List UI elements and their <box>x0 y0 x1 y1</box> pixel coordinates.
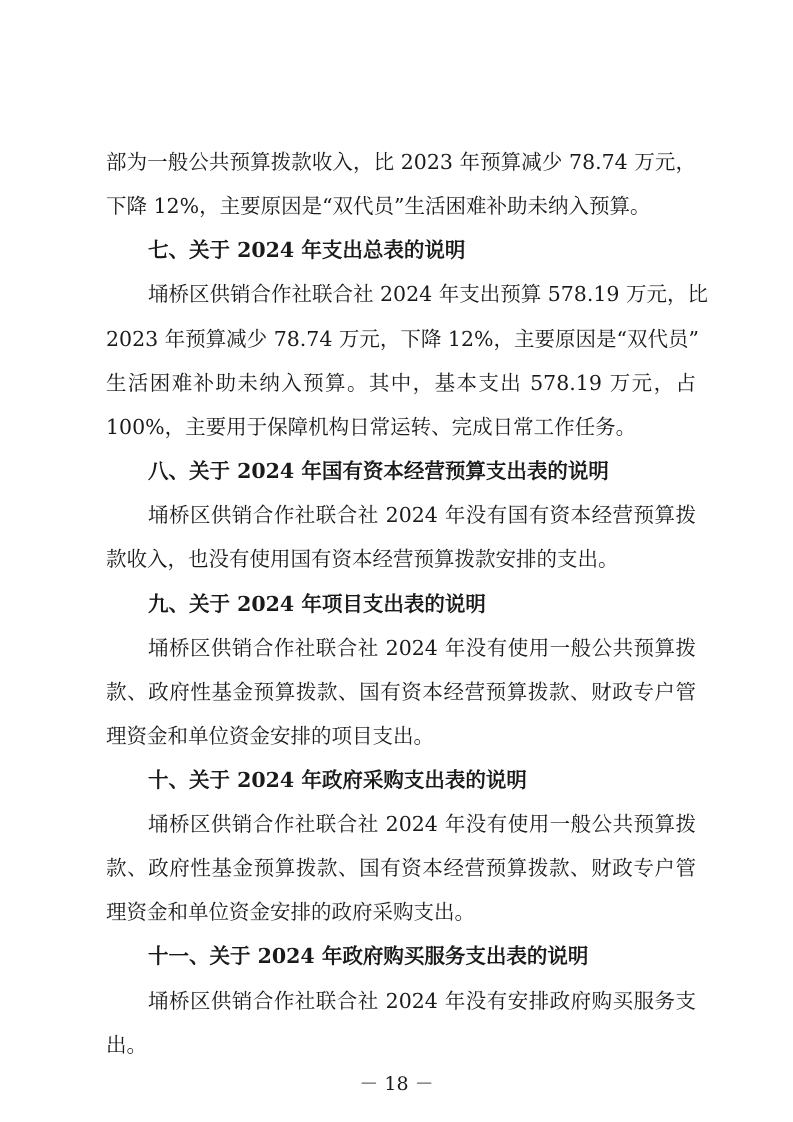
paragraph-line: 埇桥区供销合作社联合社 2024 年没有安排政府购买服务支 <box>148 989 696 1013</box>
paragraph-line: 埇桥区供销合作社联合社 2024 年支出预算 578.19 万元，比 <box>148 282 708 306</box>
paragraph-line: 埇桥区供销合作社联合社 2024 年没有使用一般公共预算拨 <box>148 812 696 836</box>
section-heading-10: 十、关于 2024 年政府采购支出表的说明 <box>148 768 527 792</box>
paragraph-line: 埇桥区供销合作社联合社 2024 年没有国有资本经营预算拨 <box>148 503 696 527</box>
paragraph-line: 款、政府性基金预算拨款、国有资本经营预算拨款、财政专户管 <box>106 680 696 704</box>
paragraph-line: 埇桥区供销合作社联合社 2024 年没有使用一般公共预算拨 <box>148 636 696 660</box>
paragraph-line: 款收入，也没有使用国有资本经营预算拨款安排的支出。 <box>106 547 619 571</box>
page-number: － 18 － <box>359 1073 434 1095</box>
paragraph-line: 出。 <box>106 1033 147 1057</box>
section-heading-8: 八、关于 2024 年国有资本经营预算支出表的说明 <box>148 459 609 483</box>
paragraph-line: 100%，主要用于保障机构日常运转、完成日常工作任务。 <box>106 415 637 439</box>
paragraph-line: 部为一般公共预算拨款收入，比 2023 年预算减少 78.74 万元， <box>106 150 696 174</box>
paragraph-line: 理资金和单位资金安排的政府采购支出。 <box>106 900 475 924</box>
paragraph-line: 款、政府性基金预算拨款、国有资本经营预算拨款、财政专户管 <box>106 856 696 880</box>
section-heading-7: 七、关于 2024 年支出总表的说明 <box>148 238 466 262</box>
section-heading-9: 九、关于 2024 年项目支出表的说明 <box>148 592 486 616</box>
paragraph-line: 理资金和单位资金安排的项目支出。 <box>106 724 434 748</box>
paragraph-line: 2023 年预算减少 78.74 万元，下降 12%，主要原因是“双代员” <box>106 327 699 351</box>
paragraph-line: 生活困难补助未纳入预算。其中，基本支出 578.19 万元，占 <box>106 371 696 395</box>
section-heading-11: 十一、关于 2024 年政府购买服务支出表的说明 <box>148 944 589 968</box>
paragraph-line: 下降 12%，主要原因是“双代员”生活困难补助未纳入预算。 <box>106 194 651 218</box>
